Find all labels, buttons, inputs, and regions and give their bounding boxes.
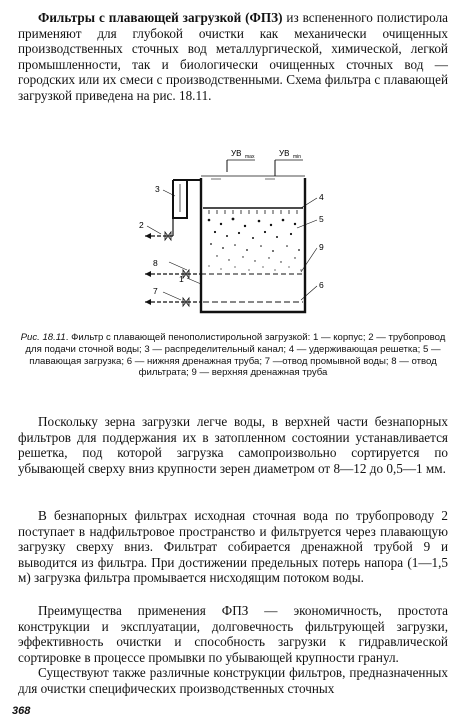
paragraph-operation: В безнапорных фильтрах исходная сточная вода по трубопроводу 2 поступает в надфильтровое пространство и фильтруется через плавающую загрузку сверху вниз. Фильтрат собирается дренажной трубой 9 и выводится из фильтра. При достижении предельных потерь напора (1—1,5 м) загрузка фильтра промывается нисходящим потоком воды.: [18, 508, 448, 586]
level-min-label: УВ: [279, 149, 290, 158]
level-max-label: УВ: [231, 149, 242, 158]
inlet-pipe: [145, 218, 173, 240]
wash-water-outlet: [145, 298, 201, 306]
label-7: 7: [153, 286, 158, 296]
floating-media: [208, 218, 302, 271]
paragraph-other-designs: Существуют также различные конструкции фильтров, предназначенных для очистки специфических производственных сточных: [18, 665, 448, 696]
level-max-sub: max: [245, 154, 255, 160]
intro-paragraph-text: из вспененного полистирола применяют для глубокой очистки как механически очищенных производственных сточных вод металлургической, химической, легкой промышленности, так и биологически очищенных сточных вод — городских или их смеси с производственными. Схема фильтра с плавающей загрузкой приведена на рис. 18.11.: [18, 10, 449, 103]
level-marker-min: [275, 149, 303, 176]
term-fpz: Фильтры с плавающей загрузкой (ФПЗ): [38, 10, 283, 25]
label-8: 8: [153, 258, 158, 268]
label-3: 3: [155, 184, 160, 194]
paragraph-grid: Поскольку зерна загрузки легче воды, в верхней части безнапорных фильтров для поддержания их в затопленном состоянии устанавливается решетка, под которой загрузка самопроизвольно сортируется по убывающей сверху вниз крупности зерен диаметром от 8—12 до 0,5—1 мм.: [18, 414, 448, 476]
page-number: 368: [12, 705, 31, 717]
level-marker-max: [227, 149, 255, 172]
intro-paragraph: [18, 10, 448, 104]
level-min-sub: min: [293, 154, 302, 160]
label-4: 4: [319, 192, 324, 202]
filter-body: [201, 178, 305, 312]
label-1: 1: [179, 274, 184, 284]
filter-diagram: [125, 142, 345, 327]
label-2: 2: [139, 220, 144, 230]
label-5: 5: [319, 214, 324, 224]
paragraph-advantages: Преимущества применения ФПЗ — экономичность, простота конструкции и эксплуатации, долговечность фильтрующей загрузки, эффективность очистки и способность загрузки к гидравлической сортировке в процессе промывки по убывающей крупности гранул.: [18, 603, 448, 665]
figure-caption: [18, 332, 448, 379]
label-9: 9: [319, 242, 324, 252]
distribution-channel: [173, 180, 201, 218]
figure-caption-text: . Фильтр с плавающей пенополистирольной загрузкой: 1 — корпус; 2 — трубопровод для подачи сточной воды; 3 — распределительный канал; 4 — удерживающая решетка; 5 — плавающая загрузка; 6 — нижняя дренажная труба; 7 —отвод промывной воды; 8 — отвод фильтрата; 9 — верхняя дренажная труба: [25, 332, 446, 379]
label-6: 6: [319, 280, 324, 290]
filtrate-outlet: [145, 270, 201, 278]
figure-caption-label: Рис. 18.11: [20, 332, 66, 343]
